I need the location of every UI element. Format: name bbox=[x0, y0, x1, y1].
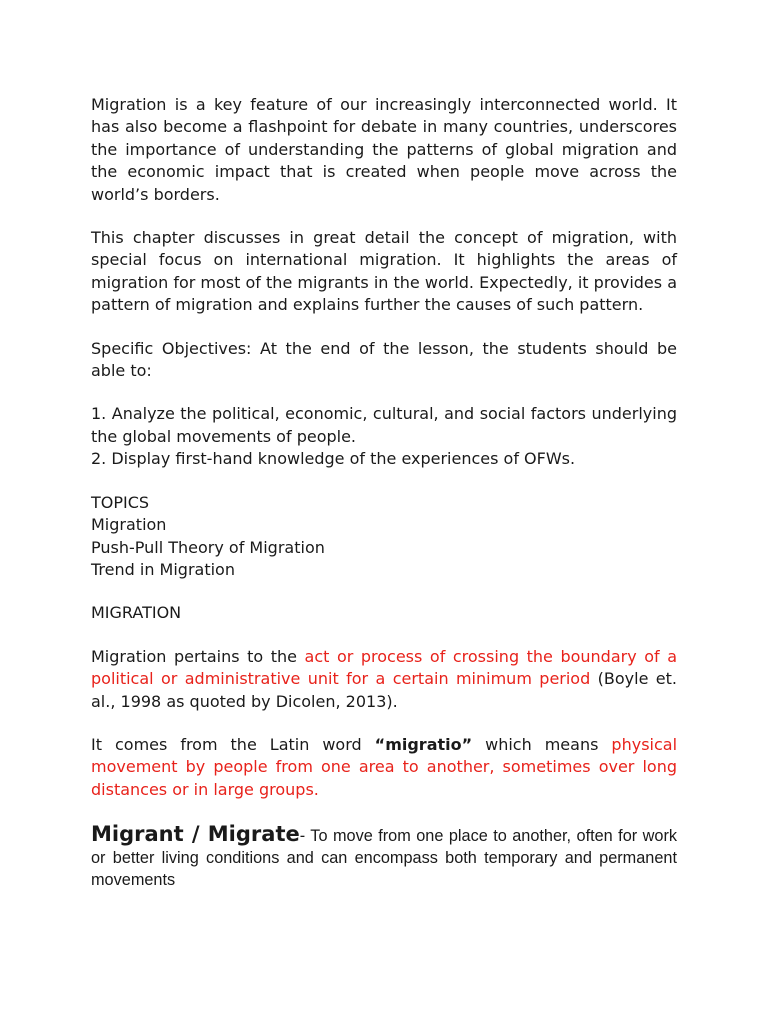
migrant-definition-text: - To move from one place to another, often for work or better living conditions and can encompass both temporary and permanent movements bbox=[91, 827, 678, 890]
migration-definition bbox=[91, 646, 677, 713]
topic-item-push-pull: Push-Pull Theory of Migration bbox=[91, 537, 325, 557]
migration-heading: MIGRATION bbox=[91, 603, 182, 623]
topics-section bbox=[91, 492, 677, 582]
definition-citation: (Boyle et. al., 1998 as quoted by Dicolen, 2013). bbox=[91, 669, 678, 711]
topics-heading: TOPICS bbox=[91, 492, 150, 512]
topic-item-trend: Trend in Migration bbox=[91, 559, 235, 579]
objective-item-1: 1. Analyze the political, economic, cultural, and social factors underlying the global movements of people. bbox=[91, 404, 677, 446]
latin-origin-paragraph bbox=[91, 734, 677, 801]
intro-paragraph: Migration is a key feature of our increasingly interconnected world. It has also become a flashpoint for debate in many countries, underscores the importance of understanding the patterns of global migration and the economic impact that is created when people move across the world’s borders. bbox=[91, 95, 677, 204]
objectives-list bbox=[91, 403, 677, 470]
migrant-term: Migrant / Migrate bbox=[91, 822, 300, 847]
latin-prefix: It comes from the Latin word bbox=[91, 734, 375, 754]
latin-middle: which means bbox=[472, 734, 612, 754]
document-page bbox=[91, 94, 677, 891]
definition-highlight: act or process of crossing the boundary of a political or administrative unit for a certain minimum period bbox=[91, 646, 677, 689]
latin-word: “migratio” bbox=[374, 734, 473, 754]
objectives-intro: Specific Objectives: At the end of the lesson, the students should be able to: bbox=[91, 338, 677, 381]
topic-item-migration: Migration bbox=[91, 515, 167, 535]
migrant-definition bbox=[91, 823, 677, 891]
chapter-paragraph: This chapter discusses in great detail the concept of migration, with special focus on international migration. It highlights the areas of migration for most of the migrants in the world. Expectedly, it provides a pattern of migration and explains further the causes of such pattern. bbox=[91, 228, 677, 315]
definition-prefix: Migration pertains to the bbox=[91, 646, 305, 666]
latin-highlight: physical movement by people from one area to another, sometimes over long distances or in large groups. bbox=[91, 734, 678, 799]
objective-item-2: 2. Display first-hand knowledge of the experiences of OFWs. bbox=[91, 449, 576, 469]
